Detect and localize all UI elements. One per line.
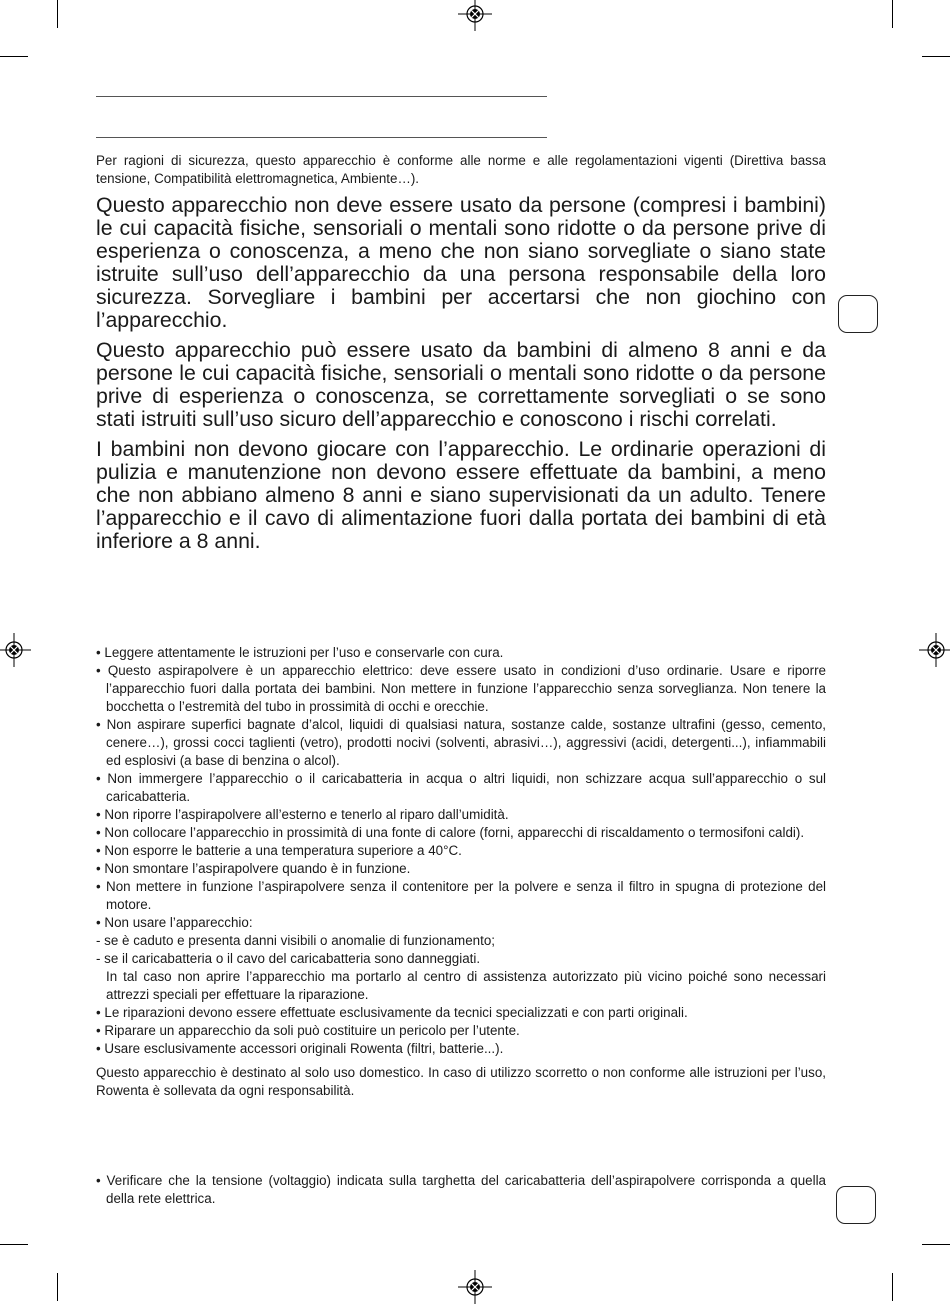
- warning-paragraph: Questo apparecchio può essere usato da bambini di almeno 8 anni e da persone le cui capacità fisiche, sensoriali o mentali sono ridotte o da persone prive di esperienza o conoscenza, se correttamente sorvegliati o se sono stati istruiti sull’uso sicuro dell’apparecchio e conoscono i rischi correlati.: [96, 338, 826, 431]
- list-item: • Non collocare l’apparecchio in prossimità di una fonte di calore (forni, apparecchi di riscaldamento o termosifoni caldi).: [96, 825, 805, 840]
- list-item: • Usare esclusivamente accessori originali Rowenta (filtri, batterie...).: [96, 1041, 504, 1056]
- list-item: • Questo aspirapolvere è un apparecchio elettrico: deve essere usato in condizioni d’uso ordinarie. Usare e riporre l’apparecchio fuori dalla portata dei bambini. Non mettere in funzione l’apparecchio senza sorveglianza. Non tenere la bocchetta o l’estremità del tubo in prossimità di occhi e orecchie.: [96, 663, 826, 714]
- list-item: • Non usare l’apparecchio:: [96, 915, 253, 930]
- language-tab-icon: [838, 295, 878, 333]
- intro-paragraph: Per ragioni di sicurezza, questo apparecchio è conforme alle norme e alle regolamentazioni vigenti (Direttiva bassa tensione, Compatibilità elettromagnetica, Ambiente…).: [96, 153, 826, 186]
- list-item: • Non esporre le batterie a una temperatura superiore a 40°C.: [96, 843, 462, 858]
- before-first-use-section: [96, 1172, 826, 1208]
- warning-paragraph: I bambini non devono giocare con l’apparecchio. Le ordinarie operazioni di pulizia e manutenzione non devono essere effettuate da bambini, a meno che non abbiano almeno 8 anni e siano supervisionati da un adulto. Tenere l’apparecchio e il cavo di alimentazione fuori dalla portata dei bambini di età inferiore a 8 anni.: [96, 437, 826, 553]
- list-item: • Non smontare l’aspirapolvere quando è in funzione.: [96, 861, 411, 876]
- crop-mark-icon: [892, 0, 893, 28]
- children-warnings-section: [96, 194, 826, 560]
- domestic-use-paragraph: Questo apparecchio è destinato al solo uso domestico. In caso di utilizzo scorretto o non conforme alle istruzioni per l’uso, Rowenta è sollevata da ogni responsabilità.: [96, 1065, 826, 1098]
- crop-mark-icon: [922, 1244, 950, 1245]
- crop-mark-icon: [0, 1244, 28, 1245]
- list-item: • Non mettere in funzione l’aspirapolvere senza il contenitore per la polvere e senza il filtro in spugna di protezione del motore.: [96, 879, 826, 912]
- safety-list: [96, 644, 826, 1058]
- voltage-list: [96, 1172, 826, 1208]
- list-item: - se è caduto e presenta danni visibili o anomalie di funzionamento;: [96, 933, 495, 948]
- list-item: - se il caricabatteria o il cavo del caricabatteria sono danneggiati.: [96, 951, 481, 966]
- registration-mark-icon: [919, 633, 950, 667]
- registration-mark-icon: [458, 0, 492, 31]
- registration-mark-icon: [0, 633, 31, 667]
- header-rule: [96, 137, 547, 138]
- list-item: • Non riporre l’aspirapolvere all’esterno e tenerlo al riparo dall’umidità.: [96, 807, 509, 822]
- registration-mark-icon: [458, 1270, 492, 1304]
- warning-paragraph: Questo apparecchio non deve essere usato da persone (compresi i bambini) le cui capacità fisiche, sensoriali o mentali sono ridotte o da persone prive di esperienza o conoscenza, a meno che non siano sorvegliate o siano state istruite sull’uso dell’apparecchio da una persona responsabile della loro sicurezza. Sorvegliare i bambini per accertarsi che non giochino con l’apparecchio.: [96, 193, 826, 332]
- safety-intro-section: [96, 152, 826, 188]
- list-item: • Non aspirare superfici bagnate d’alcol, liquidi di qualsiasi natura, sostanze calde, sostanze ultrafini (gesso, cemento, cenere…), grossi cocci taglienti (vetro), prodotti nocivi (solventi, abrasivi…), aggressivi (acidi, detergenti...), infiammabili ed esplosivi (a base di benzina o alcol).: [96, 717, 826, 768]
- crop-mark-icon: [57, 1273, 58, 1301]
- header-rule: [96, 96, 547, 97]
- list-item: • Riparare un apparecchio da soli può costituire un pericolo per l’utente.: [96, 1023, 520, 1038]
- crop-mark-icon: [922, 56, 950, 57]
- list-item: • Verificare che la tensione (voltaggio) indicata sulla targhetta del caricabatteria dell’aspirapolvere corrisponda a quella della rete elettrica.: [96, 1173, 826, 1206]
- list-item: • Non immergere l’apparecchio o il caricabatteria in acqua o altri liquidi, non schizzare acqua sull’apparecchio o sul caricabatteria.: [96, 771, 826, 804]
- crop-mark-icon: [57, 0, 58, 28]
- list-item: • Le riparazioni devono essere effettuate esclusivamente da tecnici specializzati e con parti originali.: [96, 1005, 688, 1020]
- language-tab-icon: [836, 1186, 876, 1224]
- list-item-note: In tal caso non aprire l’apparecchio ma portarlo al centro di assistenza autorizzato più vicino poiché sono necessari attrezzi speciali per effettuare la riparazione.: [106, 969, 826, 1002]
- crop-mark-icon: [892, 1273, 893, 1301]
- list-item: • Leggere attentamente le istruzioni per l’uso e conservarle con cura.: [96, 645, 504, 660]
- crop-mark-icon: [0, 56, 28, 57]
- safety-instructions-section: [96, 644, 826, 1100]
